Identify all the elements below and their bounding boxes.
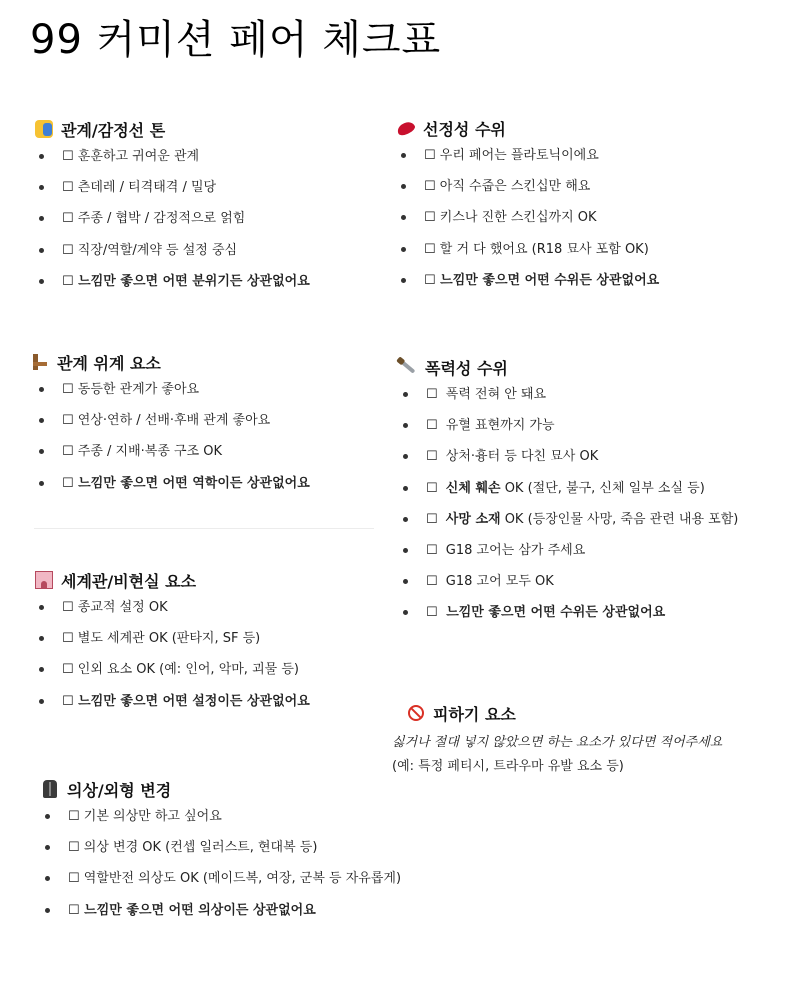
checklist-item[interactable]: ☐ 상처·흉터 등 다친 묘사 OK: [398, 447, 738, 478]
section-heading: [34, 568, 310, 592]
section-outfit: [40, 777, 401, 932]
section-sexual-level: [396, 116, 659, 302]
checklist-item[interactable]: ☐ G18 고어는 삼가 주세요: [398, 541, 738, 572]
knife-icon: [398, 357, 418, 377]
checklist-item[interactable]: ☐ 직장/역할/계약 등 설정 중심: [34, 241, 310, 272]
section-hierarchy: [30, 350, 310, 505]
checklist-item[interactable]: ☐ 느낌만 좋으면 어떤 수위든 상관없어요: [398, 603, 738, 634]
checklist-item[interactable]: ☐ 역할반전 의상도 OK (메이드복, 여장, 군복 등 자유롭게): [40, 869, 401, 900]
checklist-item[interactable]: ☐ 느낌만 좋으면 어떤 수위든 상관없어요: [396, 271, 659, 302]
checklist-item[interactable]: ☐ 느낌만 좋으면 어떤 설정이든 상관없어요: [34, 692, 310, 723]
avoid-example: (예: 특정 페티시, 트라우마 유발 요소 등): [392, 759, 624, 774]
checklist-item[interactable]: ☐ 별도 세계관 OK (판타지, SF 등): [34, 629, 310, 660]
checklist-item[interactable]: ☐ 연상·연하 / 선배·후배 관계 좋아요: [34, 411, 310, 442]
chair-icon: [30, 352, 50, 372]
checklist-item[interactable]: ☐ 유혈 표현까지 가능: [398, 416, 738, 447]
checklist-item[interactable]: ☐ 아직 수줍은 스킨십만 해요: [396, 177, 659, 208]
checklist-item[interactable]: ☐ 느낌만 좋으면 어떤 분위기든 상관없어요: [34, 272, 310, 303]
section-avoid: [392, 701, 723, 779]
section-heading: [40, 777, 401, 801]
section-heading: [406, 701, 722, 725]
checklist-item[interactable]: ☐ 인외 요소 OK (예: 인어, 악마, 괴물 등): [34, 660, 310, 691]
checklist-item[interactable]: ☐ 츤데레 / 티격태격 / 밀당: [34, 178, 310, 209]
checklist-item[interactable]: ☐ 키스나 진한 스킨십까지 OK: [396, 208, 659, 239]
section-title: 관계/감정선 톤: [61, 120, 166, 140]
section-title: 선정성 수위: [423, 119, 506, 139]
section-title: 세계관/비현실 요소: [61, 571, 197, 591]
section-title: 의상/외형 변경: [67, 780, 172, 800]
no-entry-icon: [406, 703, 426, 723]
checklist-item[interactable]: ☐ 의상 변경 OK (컨셉 일러스트, 현대복 등): [40, 838, 401, 869]
section-title: 관계 위계 요소: [57, 353, 161, 373]
section-title: 폭력성 수위: [425, 358, 508, 378]
checklist-item[interactable]: ☐ 느낌만 좋으면 어떤 역학이든 상관없어요: [34, 474, 310, 505]
section-heading: [398, 355, 738, 379]
section-title: 피하기 요소: [433, 704, 516, 724]
checklist-item[interactable]: ☐ 종교적 설정 OK: [34, 598, 310, 629]
coat-icon: [40, 779, 60, 799]
checklist-item[interactable]: ☐ 동등한 관계가 좋아요: [34, 380, 310, 411]
theater-masks-icon: [34, 119, 54, 139]
avoid-description: 싫거나 절대 넣지 않았으면 하는 요소가 있다면 적어주세요: [392, 735, 723, 750]
castle-icon: [34, 570, 54, 590]
checklist-item[interactable]: ☐ G18 고어 모두 OK: [398, 572, 738, 603]
checklist-item[interactable]: ☐ 기본 의상만 하고 싶어요: [40, 807, 401, 838]
checklist-item[interactable]: ☐ 폭력 전혀 안 돼요: [398, 385, 738, 416]
checklist-item[interactable]: ☐ 할 거 다 했어요 (R18 묘사 포함 OK): [396, 240, 659, 271]
checklist-item[interactable]: ☐ 주종 / 지배·복종 구조 OK: [34, 442, 310, 473]
checklist-item[interactable]: ☐ 훈훈하고 귀여운 관계: [34, 147, 310, 178]
section-heading: [30, 350, 310, 374]
section-heading: [34, 117, 310, 141]
section-divider: [34, 528, 374, 529]
checklist-item[interactable]: ☐ 사망 소재 OK (등장인물 사망, 죽음 관련 내용 포함): [398, 510, 738, 541]
checklist-item[interactable]: ☐ 느낌만 좋으면 어떤 의상이든 상관없어요: [40, 901, 401, 932]
checklist-item[interactable]: ☐ 주종 / 협박 / 감정적으로 얽힘: [34, 209, 310, 240]
checklist-item[interactable]: ☐ 신체 훼손 OK (절단, 불구, 신체 일부 소실 등): [398, 479, 738, 510]
page-title: 99 커미션 페어 체크표: [30, 17, 442, 63]
checklist-item[interactable]: ☐ 우리 페어는 플라토닉이에요: [396, 146, 659, 177]
lips-icon: [396, 118, 416, 138]
section-violence-level: [398, 355, 738, 635]
section-relationship-tone: [34, 117, 310, 303]
section-heading: [396, 116, 659, 140]
section-worldview: [34, 568, 310, 723]
